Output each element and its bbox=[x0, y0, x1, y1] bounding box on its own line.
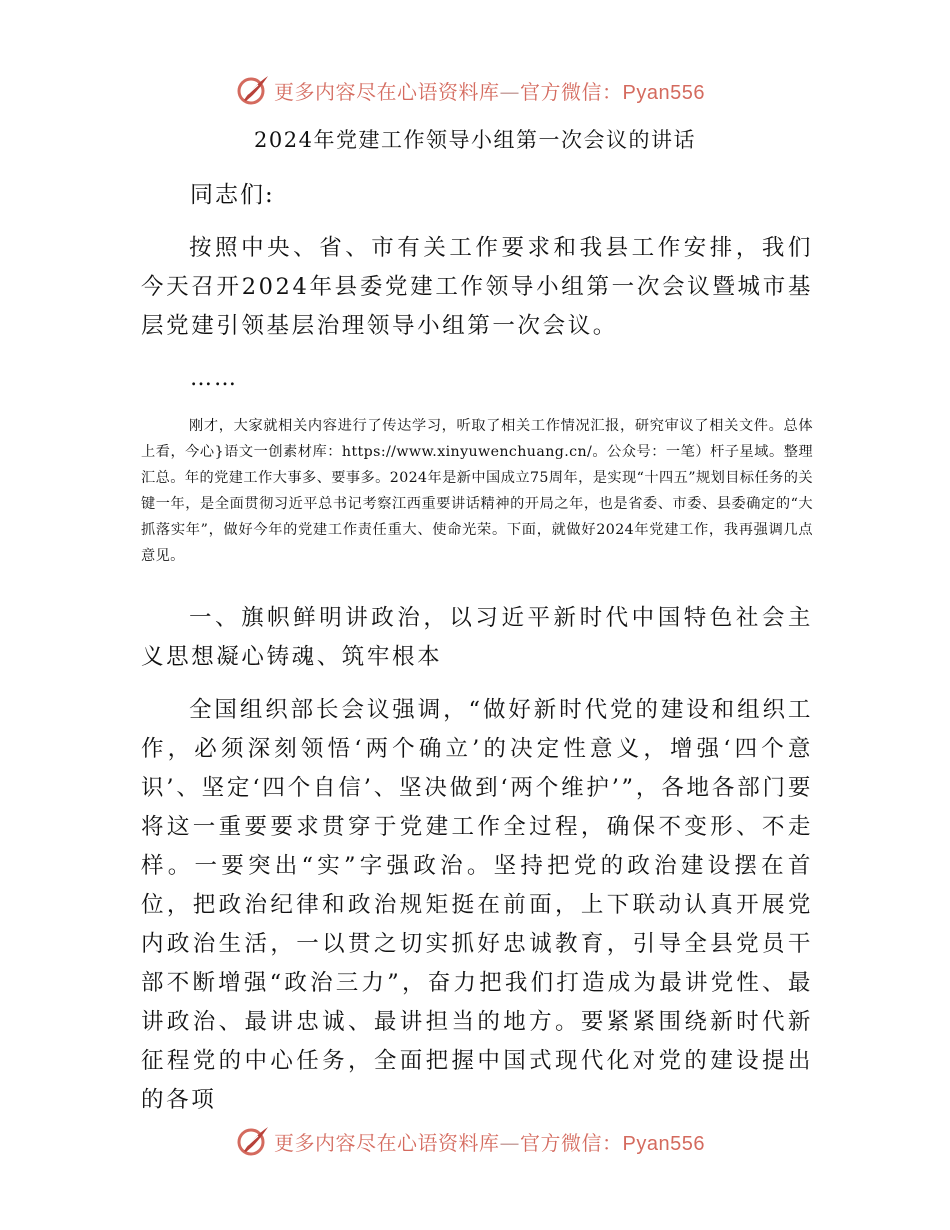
header-watermark-banner bbox=[236, 72, 756, 108]
paragraph-summary: 刚才，大家就相关内容进行了传达学习，听取了相关工作情况汇报，研究审议了相关文件。总体上看，今心}语文一创素材库：https://www.xinyuwenchuang.cn/。公众号：一笔）杆子星域。整理汇总。年的党建工作大事多、要事多。2024年是新中国成立75周年，是实现“十四五”规划目标任务的关键一年，是全面贯彻习近平总书记考察江西重要讲话精神的开局之年，也是省委、市委、县委确定的“大抓落实年”，做好今年的党建工作责任重大、使命光荣。下面，就做好2024年党建工作，我再强调几点意见。 bbox=[141, 418, 813, 564]
watermark-text: 更多内容尽在心语资料库—官方微信：Pyan556 bbox=[274, 1130, 705, 1155]
quill-logo-icon bbox=[236, 73, 270, 107]
section-heading-1: 一、旗帜鲜明讲政治，以习近平新时代中国特色社会主义思想凝心铸魂、筑牢根本 bbox=[141, 605, 813, 670]
paragraph-intro: 按照中央、省、市有关工作要求和我县工作安排，我们今天召开2024年县委党建工作领导小组第一次会议暨城市基层党建引领基层治理领导小组第一次会议。 bbox=[141, 235, 813, 339]
document-title: 2024年党建工作领导小组第一次会议的讲话 bbox=[254, 128, 696, 152]
watermark-text: 更多内容尽在心语资料库—官方微信：Pyan556 bbox=[274, 79, 705, 104]
paragraph-politics: 全国组织部长会议强调，“做好新时代党的建设和组织工作，必须深刻领悟‘两个确立’的决定性意义，增强‘四个意识’、坚定‘四个自信’、坚决做到‘两个维护’”，各地各部门要将这一重要要求贯穿于党建工作全过程，确保不变形、不走样。一要突出“实”字强政治。坚持把党的政治建设摆在首位，把政治纪律和政治规矩挺在前面，上下联动认真开展党内政治生活，一以贯之切实抓好忠诚教育，引导全县党员干部不断增强“政治三力”，奋力把我们打造成为最讲党性、最讲政治、最讲忠诚、最讲担当的地方。要紧紧围绕新时代新征程党的中心任务，全面把握中国式现代化对党的建设提出的各项 bbox=[141, 697, 813, 1113]
greeting: 同志们: bbox=[190, 182, 275, 208]
footer-watermark-banner bbox=[236, 1123, 756, 1159]
quill-logo-icon bbox=[236, 1124, 270, 1158]
ellipsis: …… bbox=[190, 366, 238, 391]
